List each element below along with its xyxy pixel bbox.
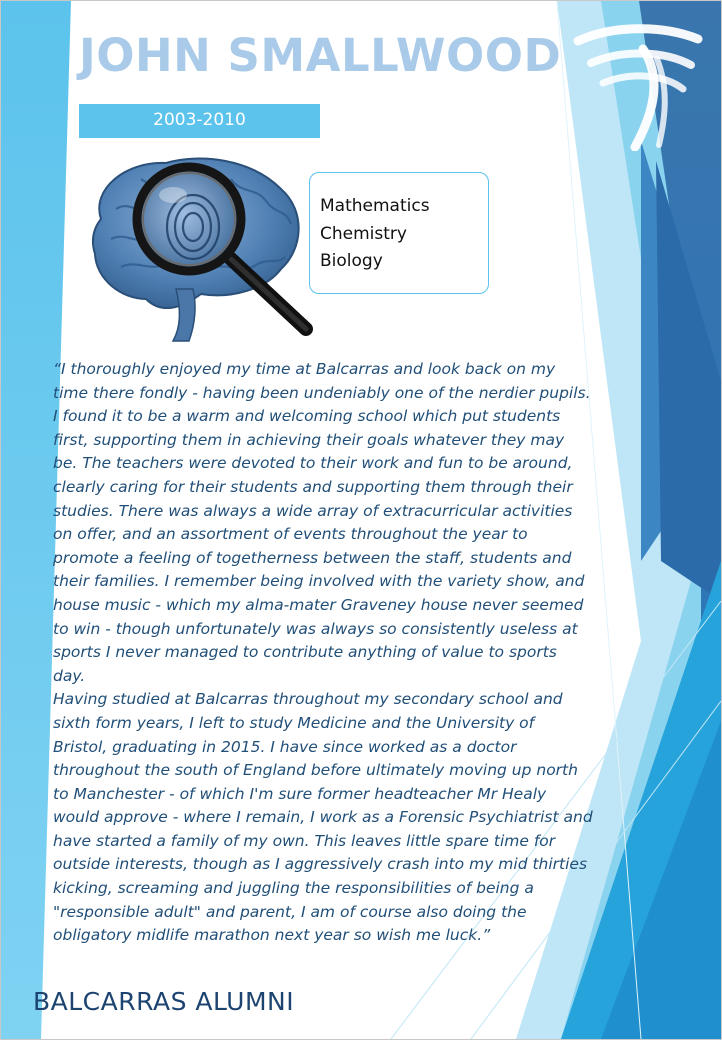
school-crest-logo bbox=[573, 19, 703, 151]
subject-item: Biology bbox=[320, 251, 383, 271]
subject-item: Chemistry bbox=[320, 223, 407, 244]
brain-magnifier-image bbox=[81, 149, 317, 345]
subjects-box bbox=[309, 172, 489, 294]
alumnus-name: JOHN SMALLWOOD bbox=[79, 29, 562, 82]
subject-item: Mathematics bbox=[320, 196, 430, 216]
years-text: 2003-2010 bbox=[153, 110, 246, 130]
years-banner bbox=[79, 104, 320, 138]
testimonial-text bbox=[53, 358, 593, 948]
subjects-list bbox=[310, 173, 488, 276]
testimonial-paragraph-2: Having studied at Balcarras throughout my secondary school and sixth form years, I left to study Medicine and the University of Bristol, graduating in 2015. I have since worked as a doctor throughout the south of England before ultimately moving up north to Manchester - of which I'm sure former headteacher Mr Healy would approve - where I remain, I work as a Forensic Psychiatrist and have started a family of my own. This leaves little spare time for outside interests, though as I aggressively crash into my mid thirties kicking, screaming and juggling the responsibilities of being a "responsible adult" and parent, I am of course also doing the obligatory midlife marathon next year so wish me luck.” bbox=[53, 690, 593, 945]
footer-title: BALCARRAS ALUMNI bbox=[33, 987, 295, 1016]
testimonial-paragraph-1: “I thoroughly enjoyed my time at Balcarras and look back on my time there fondly - having been undeniably one of the nerdier pupils. I found it to be a warm and welcoming school which put students first, supporting them in achieving their goals whatever they may be. The teachers were devoted to their work and fun to be around, clearly caring for their students and supporting them through their studies. There was always a wide array of extracurricular activities on offer, and an assortment of events throughout the year to promote a feeling of togetherness between the staff, students and their families. I remember being involved with the variety show, and house music - which my alma-mater Graveney house never seemed to win - though unfortunately was always so consistently useless at sports I never managed to contribute anything of value to sports day. bbox=[53, 360, 591, 685]
